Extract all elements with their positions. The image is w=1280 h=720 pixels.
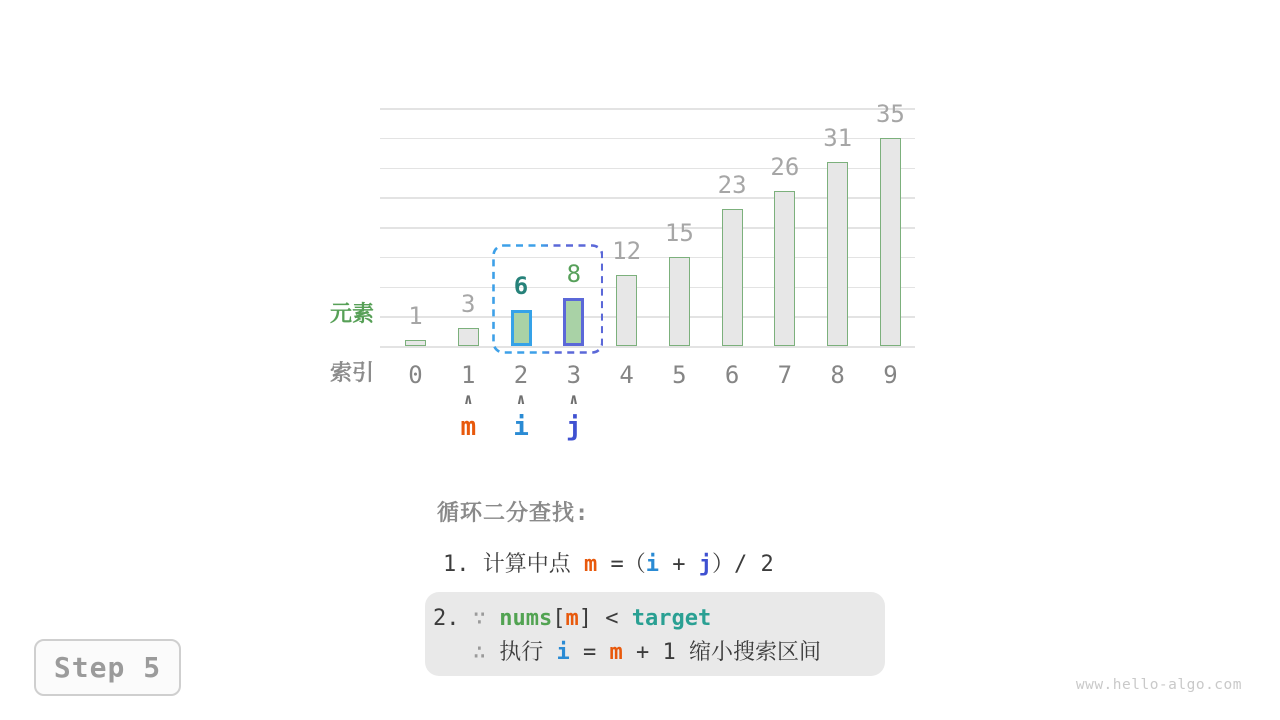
step-badge-label: Step 5: [53, 651, 162, 684]
text-segment: ] <: [578, 606, 632, 631]
index-digit: 9: [883, 361, 898, 389]
bar-index-9: [880, 138, 901, 346]
bar-value-label: 1: [408, 302, 423, 331]
pointer-arrow-i: ∧: [516, 390, 526, 408]
bar-value-label: 23: [717, 171, 747, 200]
text-segment: nums: [499, 606, 553, 631]
caption-box: [425, 592, 885, 676]
text-segment: j: [698, 552, 712, 577]
text-segment: ）/ 2: [711, 552, 774, 577]
text-segment: ∴: [472, 640, 500, 665]
step-badge: [34, 639, 181, 696]
text-segment: [: [552, 606, 566, 631]
element-axis-label: 元素: [330, 302, 375, 327]
bar-index-8: [827, 162, 848, 346]
text-segment: m: [565, 606, 579, 631]
text-segment: 1. 计算中点: [443, 552, 584, 577]
text-segment: m: [609, 640, 623, 665]
bar-index-7: [774, 191, 795, 346]
bar-value-label: 8: [566, 260, 582, 289]
text-segment: ∵: [472, 606, 500, 631]
caption-heading: 循环二分查找:: [437, 501, 590, 526]
text-segment: m: [583, 552, 598, 577]
text-segment: + 1 缩小搜索区间: [622, 640, 821, 665]
bar-value-label: 6: [513, 272, 529, 301]
caption-line-1: [443, 547, 774, 578]
index-digit: 3: [566, 361, 582, 389]
index-digit: 1: [461, 361, 476, 389]
grid-line: [380, 108, 915, 110]
pointer-label-j: j: [565, 412, 582, 442]
text-segment: 2.: [433, 606, 473, 631]
bar-index-1: [458, 328, 479, 346]
text-segment: =（: [597, 552, 646, 577]
index-digit: 7: [777, 361, 793, 389]
bar-value-label: 26: [770, 153, 800, 182]
bar-index-4: [616, 275, 637, 346]
index-digit: 6: [724, 361, 740, 389]
index-axis-label: 索引: [330, 361, 375, 386]
text-segment: i: [556, 640, 570, 665]
index-digit: 5: [672, 361, 687, 389]
watermark: www.hello-algo.com: [1075, 677, 1242, 693]
caption-box-line-2: [433, 636, 885, 670]
pointer-arrow-m: ∧: [463, 390, 473, 408]
bar-value-label: 31: [823, 123, 853, 152]
index-digit: 8: [830, 361, 845, 389]
bar-value-label: 35: [875, 99, 905, 128]
grid-line: [380, 346, 915, 348]
text-segment: +: [658, 552, 699, 577]
bar-index-6: [722, 209, 743, 346]
text-segment: 执行: [499, 640, 557, 665]
caption-box-line-1: [433, 602, 885, 636]
bar-value-label: 3: [461, 290, 476, 319]
text-segment: i: [645, 552, 659, 577]
index-digit: 4: [619, 361, 634, 389]
bar-value-label: 15: [664, 218, 694, 247]
bar-index-0: [405, 340, 426, 346]
bar-value-label: 12: [612, 236, 642, 265]
text-segment: target: [631, 606, 712, 631]
text-segment: =: [569, 640, 610, 665]
index-digit: 0: [408, 361, 423, 389]
pointer-label-i: i: [513, 412, 529, 442]
bar-index-5: [669, 257, 690, 346]
text-segment: [433, 640, 473, 665]
index-digit: 2: [513, 361, 529, 389]
pointer-arrow-j: ∧: [569, 390, 579, 408]
pointer-label-m: m: [460, 412, 477, 442]
